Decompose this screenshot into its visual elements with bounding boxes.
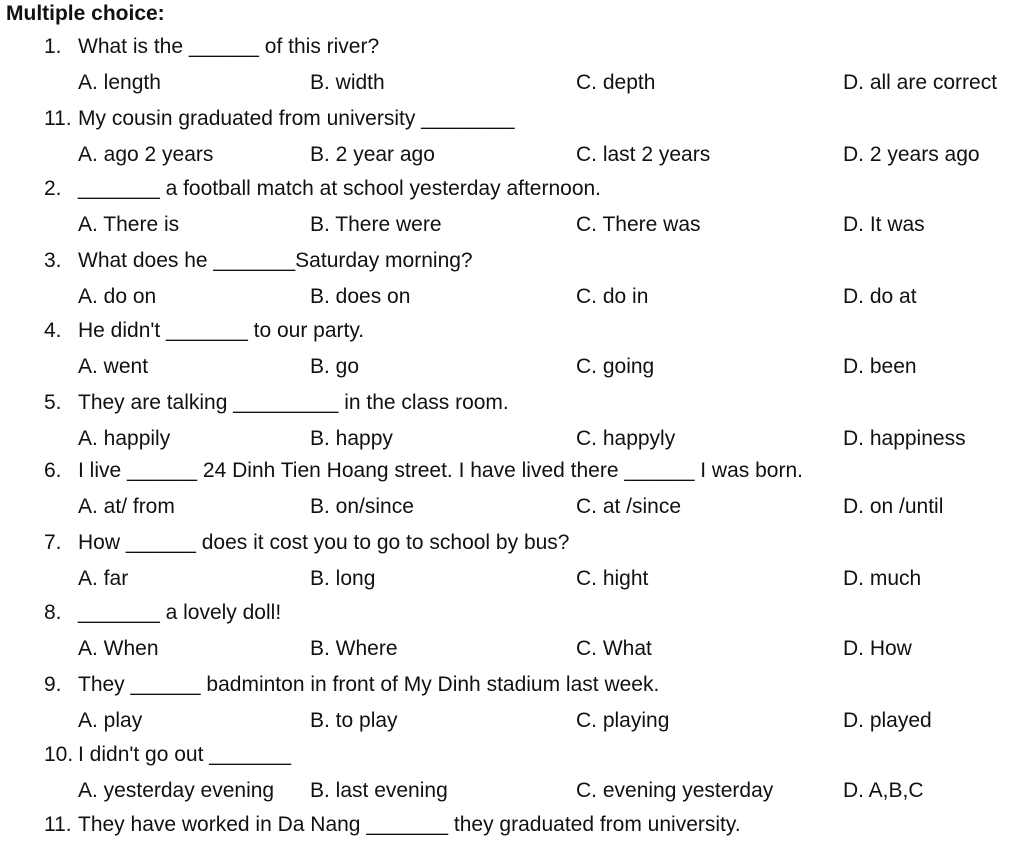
page-title: Multiple choice: [6,2,165,25]
option-a[interactable]: A. do on [78,285,157,308]
option-d[interactable]: D. It was [843,213,925,236]
option-c[interactable]: C. There was [576,213,701,236]
option-d[interactable]: D. do at [843,285,917,308]
question-text: How ______ does it cost you to go to school by bus? [78,531,570,554]
option-a[interactable]: A. went [78,355,149,378]
question-text: I didn't go out _______ [78,743,292,766]
option-c[interactable]: C. last 2 years [576,143,711,166]
option-a[interactable]: A. yesterday evening [78,779,275,802]
question-number: 6. [44,459,62,482]
option-b[interactable]: B. on/since [310,495,414,518]
option-c[interactable]: C. at /since [576,495,682,518]
option-c[interactable]: C. playing [576,709,670,732]
question-number: 3. [44,249,62,272]
option-b[interactable]: B. last evening [310,779,448,802]
option-b[interactable]: B. to play [310,709,398,732]
option-c[interactable]: C. happyly [576,427,676,450]
question-text: What is the ______ of this river? [78,35,380,58]
option-b[interactable]: B. does on [310,285,411,308]
question-number: 2. [44,177,62,200]
question-number: 7. [44,531,62,554]
option-b[interactable]: B. happy [310,427,393,450]
question-text: _______ a football match at school yesterday afternoon. [78,177,602,200]
option-d[interactable]: D. happiness [843,427,966,450]
option-b[interactable]: B. Where [310,637,398,660]
option-c[interactable]: C. do in [576,285,649,308]
option-d[interactable]: D. been [843,355,917,378]
option-d[interactable]: D. much [843,567,922,590]
option-c[interactable]: C. hight [576,567,649,590]
option-a[interactable]: A. far [78,567,129,590]
question-text: They are talking _________ in the class room. [78,391,509,414]
question-text: _______ a lovely doll! [78,601,282,624]
option-c[interactable]: C. What [576,637,652,660]
option-a[interactable]: A. at/ from [78,495,175,518]
question-number: 11. [44,107,72,130]
option-c[interactable]: C. evening yesterday [576,779,774,802]
option-b[interactable]: B. There were [310,213,442,236]
option-c[interactable]: C. going [576,355,655,378]
option-b[interactable]: B. go [310,355,360,378]
question-text: They have worked in Da Nang _______ they graduated from university. [78,813,741,836]
option-a[interactable]: A. length [78,71,161,94]
question-number: 8. [44,601,62,624]
question-number: 1. [44,35,62,58]
question-number: 4. [44,319,62,342]
option-a[interactable]: A. ago 2 years [78,143,214,166]
option-b[interactable]: B. 2 year ago [310,143,435,166]
option-a[interactable]: A. happily [78,427,171,450]
option-a[interactable]: A. When [78,637,159,660]
question-number: 10. [44,743,74,766]
option-b[interactable]: B. width [310,71,385,94]
question-text: I live ______ 24 Dinh Tien Hoang street. I have lived there ______ I was born. [78,459,803,482]
question-number: 5. [44,391,62,414]
option-a[interactable]: A. There is [78,213,180,236]
question-number: 9. [44,673,62,696]
option-a[interactable]: A. play [78,709,143,732]
option-d[interactable]: D. How [843,637,912,660]
question-text: They ______ badminton in front of My Dinh stadium last week. [78,673,660,696]
option-c[interactable]: C. depth [576,71,656,94]
option-d[interactable]: D. played [843,709,932,732]
option-d[interactable]: D. A,B,C [843,779,924,802]
question-text: He didn't _______ to our party. [78,319,365,342]
option-d[interactable]: D. on /until [843,495,944,518]
question-number: 11. [44,813,72,836]
option-d[interactable]: D. all are correct [843,71,998,94]
option-b[interactable]: B. long [310,567,376,590]
option-d[interactable]: D. 2 years ago [843,143,980,166]
question-text: What does he _______Saturday morning? [78,249,473,272]
question-text: My cousin graduated from university ________ [78,107,515,130]
